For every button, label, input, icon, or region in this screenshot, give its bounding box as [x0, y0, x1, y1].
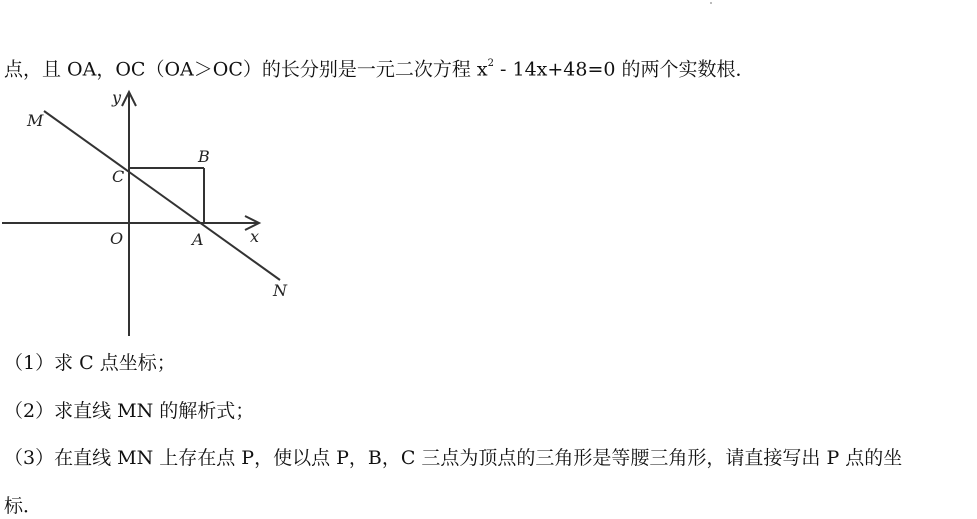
label-o: O	[110, 229, 124, 248]
stray-dot	[710, 2, 712, 4]
label-c: C	[112, 167, 125, 186]
line-mn	[44, 111, 280, 280]
label-m: M	[27, 111, 44, 130]
question-3: （3）在直线 MN 上存在点 P，使以点 P，B，C 三点为顶点的三角形是等腰三角形，请直接写出 P 点的坐	[4, 447, 903, 469]
coordinate-figure	[0, 86, 310, 341]
label-a: A	[192, 230, 204, 249]
label-n: N	[273, 281, 287, 300]
label-x: x	[250, 227, 260, 246]
question-3-continued: 标．	[4, 495, 43, 517]
label-y: y	[112, 88, 122, 107]
intro-text-before-exponent: 点，且 OA，OC（OA＞OC）的长分别是一元二次方程 x	[4, 58, 488, 81]
question-1: （1）求 C 点坐标；	[4, 352, 176, 374]
question-2: （2）求直线 MN 的解析式；	[4, 400, 255, 422]
intro-text-after-exponent: - 14x+48=0 的两个实数根．	[494, 58, 755, 81]
label-b: B	[198, 147, 210, 166]
exponent: 2	[487, 58, 494, 69]
problem-intro-line	[4, 54, 755, 81]
